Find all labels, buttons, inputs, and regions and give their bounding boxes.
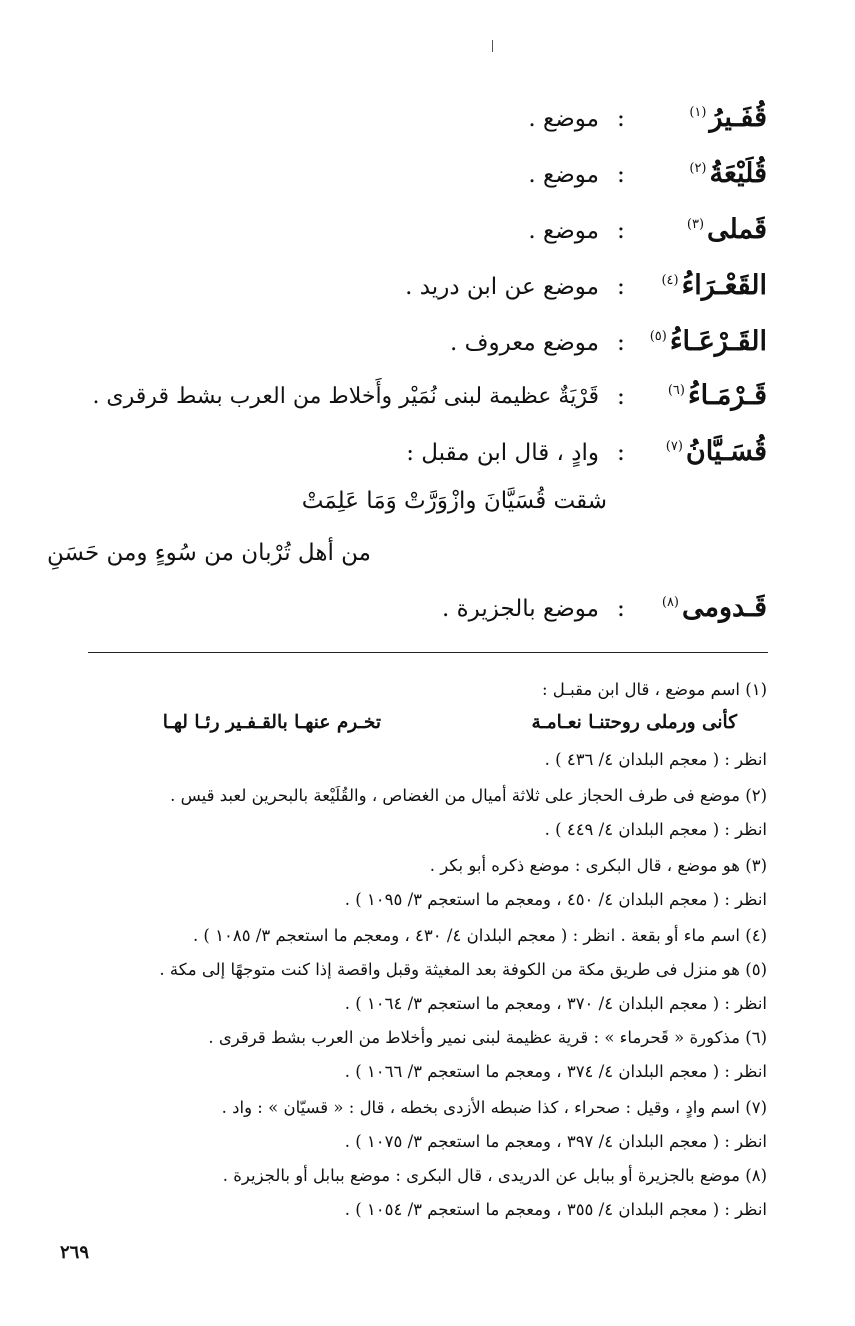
footnote-3: (٣) هو موضع ، قال البكرى : موضع ذكره أبو بكر . xyxy=(429,856,767,875)
verse-line-2: من أهل تُرْبان من سُوءٍ ومن حَسَنِ xyxy=(47,540,371,566)
headword: قَـرْمَـاءُ$^{(٦)}$ xyxy=(667,380,767,411)
footnote-5: (٥) هو منزل فى طريق مكة من الكوفة بعد المغيثة وقبل واقصة إذا كنت متوجهًا إلى مكة . xyxy=(159,960,767,979)
entry-3 xyxy=(40,214,767,270)
footnote-8-ref: انظر : ( معجم البلدان ٤/ ٣٥٥ ، ومعجم ما استعجم ٣/ ١٠٥٤ ) . xyxy=(344,1200,767,1219)
footnote-3-ref: انظر : ( معجم البلدان ٤/ ٤٥٠ ، ومعجم ما استعجم ٣/ ١٠٩٥ ) . xyxy=(344,890,767,909)
colon: : xyxy=(616,104,625,132)
definition: وادٍ ، قال ابن مقبل : xyxy=(406,440,599,466)
note-ref: (٤) xyxy=(661,273,679,288)
footnote-1: (١) اسم موضع ، قال ابن مقبـل : xyxy=(541,680,767,699)
headword: قُسَـيَّانُ$^{(٧)}$ xyxy=(665,436,767,467)
note-ref: (٢) xyxy=(689,161,707,176)
footnote-separator xyxy=(88,652,768,653)
entry-2 xyxy=(40,158,767,214)
definition: موضع . xyxy=(528,218,599,244)
colon: : xyxy=(616,160,625,188)
top-mark xyxy=(492,40,493,52)
headword: قَملى$^{(٣)}$ xyxy=(686,214,767,245)
colon: : xyxy=(616,594,625,622)
colon: : xyxy=(616,272,625,300)
note-ref: (٦) xyxy=(667,383,685,398)
footnote-6: (٦) مذكورة « قَحرماء » : قرية عظيمة لبنى نمير وأخلاط من العرب بشط قرقرى . xyxy=(208,1028,767,1047)
footnote-1-verse-right: كأنى ورملى روحتنـا نعـامـة xyxy=(531,712,737,733)
headword: قُلَيْعَةُ$^{(٢)}$ xyxy=(689,158,767,189)
entry-7 xyxy=(40,436,767,492)
colon: : xyxy=(616,328,625,356)
colon: : xyxy=(616,382,625,410)
entry-1 xyxy=(40,102,767,158)
note-ref: (٣) xyxy=(686,217,705,232)
definition: موضع . xyxy=(528,162,599,188)
verse-line-1: شقت قُسَيَّانَ وازْوَرَّتْ وَمَا عَلِمَتْ xyxy=(301,488,607,514)
note-ref: (٨) xyxy=(661,595,679,610)
note-ref: (٥) xyxy=(649,329,667,344)
footnote-4: (٤) اسم ماء أو بقعة . انظر : ( معجم البلدان ٤/ ٤٣٠ ، ومعجم ما استعجم ٣/ ١٠٨٥ ) . xyxy=(192,926,767,945)
colon: : xyxy=(616,438,625,466)
headword: قُفَـيرُ$^{(١)}$ xyxy=(689,102,767,133)
entry-5 xyxy=(40,326,767,382)
entry-6 xyxy=(40,380,767,436)
definition: موضع عن ابن دريد . xyxy=(405,274,599,300)
headword: قَـدومى$^{(٨)}$ xyxy=(661,592,767,623)
footnote-2-ref: انظر : ( معجم البلدان ٤/ ٤٤٩ ) . xyxy=(544,820,767,839)
definition: موضع معروف . xyxy=(450,330,599,356)
note-ref: (١) xyxy=(689,105,707,120)
footnote-6-ref: انظر : ( معجم البلدان ٤/ ٣٧٤ ، ومعجم ما استعجم ٣/ ١٠٦٦ ) . xyxy=(344,1062,767,1081)
colon: : xyxy=(616,216,625,244)
footnote-5-ref: انظر : ( معجم البلدان ٤/ ٣٧٠ ، ومعجم ما استعجم ٣/ ١٠٦٤ ) . xyxy=(344,994,767,1013)
definition: موضع . xyxy=(528,106,599,132)
note-ref: (٧) xyxy=(665,439,683,454)
entry-8 xyxy=(40,592,767,648)
entry-4 xyxy=(40,270,767,326)
footnote-1-verse-left: تخـرم عنهـا بالقـفـير رئـا لهـا xyxy=(162,712,381,733)
footnote-8: (٨) موضع بالجزيرة أو ببابل عن الدريدى ، قال البكرى : موضع ببابل أو بالجزيرة . xyxy=(222,1166,767,1185)
headword: القَـرْعَـاءُ$^{(٥)}$ xyxy=(649,326,767,357)
definition: قَرْيَةٌ عظيمة لبنى نُمَيْر وأَخلاط من العرب بشط قرقرى . xyxy=(92,384,599,409)
page-number: ٢٦٩ xyxy=(60,1242,90,1263)
footnote-1-ref: انظر : ( معجم البلدان ٤/ ٤٣٦ ) . xyxy=(544,750,767,769)
footnote-7-ref: انظر : ( معجم البلدان ٤/ ٣٩٧ ، ومعجم ما استعجم ٣/ ١٠٧٥ ) . xyxy=(344,1132,767,1151)
footnote-2: (٢) موضع فى طرف الحجاز على ثلاثة أميال من الغضاص ، والقُلَيْعة بالبحرين لعبد قيس . xyxy=(170,786,767,805)
headword: القَعْـرَاءُ$^{(٤)}$ xyxy=(661,270,767,301)
definition: موضع بالجزيرة . xyxy=(441,596,599,622)
footnote-7: (٧) اسم وادٍ ، وقيل : صحراء ، كذا ضبطه الأزدى بخطه ، قال : « قسيّان » : واد . xyxy=(221,1098,767,1117)
